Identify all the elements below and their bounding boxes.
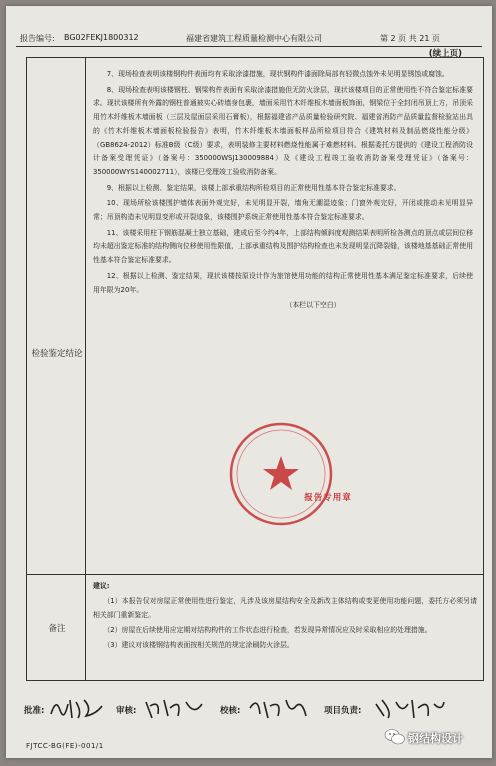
project-lead-label: 项目负责: (324, 706, 362, 716)
row-divider (27, 574, 483, 575)
organization-name: 福建省建筑工程质量检测中心有限公司 (186, 34, 322, 43)
conclusion-item: 8、现场检查表明该楼钢柱、钢梁构件表面有采取涂漆措施但无防火涂层，现状该楼项目的正常使用性不符合鉴定标准要求。现状该楼所有外露的钢柱普通被实心砖墙身包裹，墙面采用竹木纤维板木墙面板饰面，钢梁位于全封闭吊顶上方，吊顶采用竹木纤维板木墙面板（三层及屋面层采用石膏板），根据福建省产品质量检验研究院、福建省消防产品质量监督检验站出具的《竹木纤维板木墙面板检验报告》表明，竹木纤维板木墙面板样品所检项目符合《建筑材料及制品燃烧性能分级》（GB8624-2012）标准B级（C级）要求，表明装修主要材料燃烧性能属于难燃材料。根据委托方提供的《建设工程消防设计备案受理凭证》（备案号：350000WSJ130009884）及《建设工程竣工验收消防备案受理凭证》（备案号：350000WYS140002711），该楼已受理竣工验收消防备案。 (93, 85, 473, 176)
remarks-label: 备注 (48, 624, 66, 634)
reviewer-signature (142, 694, 206, 722)
conclusion-item: 10、现场所检该楼围护墙体表面外观完好，未见明显开裂，墙角无潮湿迹象；门窗外观完好，开闭或推动未见明显异常；吊顶构造未见明显变形或开裂迹象，该楼围护系统正常使用性基本符合鉴定标准要求。 (93, 199, 473, 222)
continued-note: (续上页) (428, 49, 462, 59)
project-lead-signature (372, 694, 448, 722)
remark-item: （1）本报告仅对房屋正常使用性进行鉴定，凡涉及该房屋结构安全及新改主体结构或变更使用功能问题，委托方必须另请相关部门重新鉴定。 (93, 597, 477, 619)
blank-note: （本栏以下空白） (285, 301, 341, 310)
remark-item: （3）建议对该楼钢结构表面按相关规范的规定涂刷防火涂层。 (103, 641, 294, 649)
check-label: 校核: (220, 706, 241, 716)
wechat-watermark (384, 727, 486, 749)
conclusion-item: 9、根据以上检测、鉴定结果，该楼上部承重结构所检项目的正常使用性基本符合鉴定标准要求。 (106, 183, 401, 192)
column-divider (85, 58, 86, 680)
conclusion-table (26, 57, 484, 681)
conclusion-item: 7、现场检查表明该楼钢构件表面均有采取涂漆措施，现状钢构件漆面除局部有轻微点蚀外未见明显锈蚀或腐蚀。 (106, 70, 449, 78)
report-page (6, 6, 492, 758)
watermark-text: 钢结构设计 (408, 732, 463, 745)
wechat-icon (384, 728, 406, 746)
form-code: FJTCC-BG(FE)-001/1 (26, 742, 104, 750)
official-seal (227, 420, 335, 528)
remark-item: （2）房屋在后续使用应定期对结构构件的工作状态进行检查，若发现异常情况应及时采取相应的处理措施。 (103, 626, 432, 634)
report-number: BG02FEKJ1800312 (64, 33, 139, 42)
conclusion-item: 12、根据以上检测、鉴定结果，现状该楼按原设计作为旅馆使用功能的结构正常使用性基本满足鉴定标准要求，后续使用年限为20年。 (93, 271, 473, 294)
remarks-title: 建议: (93, 582, 110, 590)
section-label: 检验鉴定结论 (31, 349, 83, 359)
report-seal-label: 报告专用章 (304, 493, 352, 503)
signature-row (24, 694, 474, 724)
checker-signature (246, 694, 310, 722)
remarks-text (93, 579, 477, 653)
approver-signature (48, 694, 106, 722)
conclusion-text (93, 68, 473, 315)
conclusion-item: 11、该楼采用柱下钢筋混凝土独立基础，建成后至今约4年，上部结构倾斜度观测结果表明所检各测点的顶点或层间位移均未超出鉴定标准的结构侧向位移使用性限值，上部承重结构及围护结构检查也未发现明显沉降裂缝，该楼地基基础正常使用性基本符合鉴定标准要求。 (93, 228, 473, 265)
approve-label: 批准: (24, 706, 45, 716)
page-number: 第 2 页 共 21 页 (380, 34, 440, 43)
header-divider (16, 46, 482, 47)
review-label: 审核: (116, 706, 137, 716)
report-number-label: 报告编号: (20, 34, 55, 43)
